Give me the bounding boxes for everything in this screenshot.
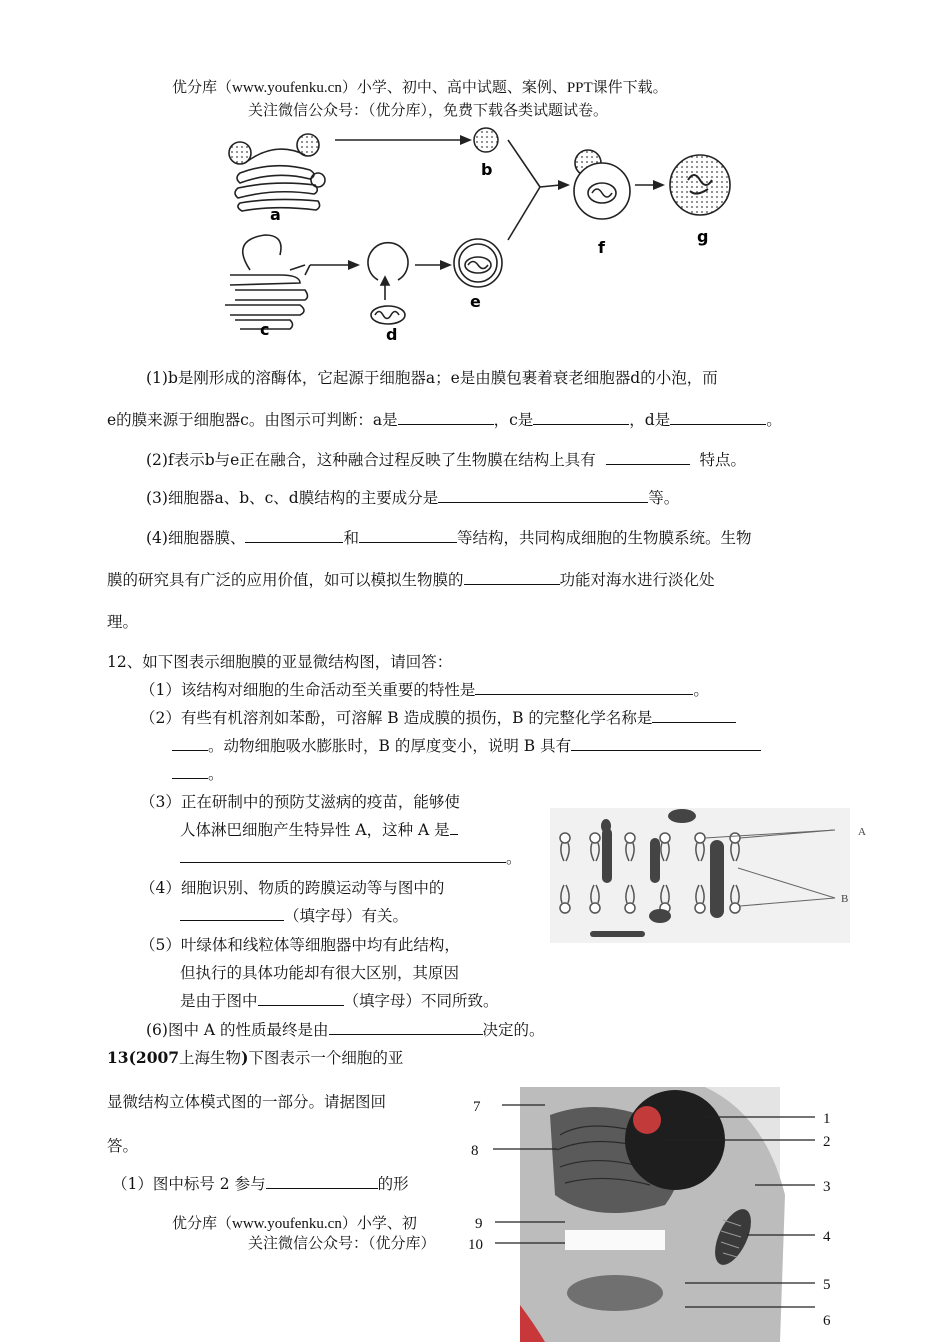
- answer-blank-membrane-1[interactable]: [245, 527, 343, 544]
- label-4: 4: [823, 1229, 831, 1245]
- answer-blank-c[interactable]: [533, 409, 629, 426]
- label-c: c: [260, 320, 270, 339]
- footer-line-2: 关注微信公众号：（优分库）: [248, 1236, 436, 1252]
- label-e: e: [470, 292, 481, 311]
- label-7: 7: [473, 1099, 481, 1115]
- answer-blank-membrane-function[interactable]: [464, 569, 560, 586]
- answer-blank-a-type-cont[interactable]: [180, 847, 506, 864]
- answer-blank-letter-recognition[interactable]: [180, 905, 284, 922]
- q11-part3: (3)细胞器a、b、c、d膜结构的主要成分是 等。: [146, 486, 679, 508]
- q11-part4-line2: 膜的研究具有广泛的应用价值，如可以模拟生物膜的 功能对海水进行淡化处: [107, 568, 715, 590]
- answer-blank-b-property-cont[interactable]: [172, 763, 208, 780]
- label-5: 5: [823, 1277, 831, 1293]
- label-3: 3: [823, 1179, 831, 1195]
- lysosome-diagram: [210, 125, 770, 350]
- label-1: 1: [823, 1111, 831, 1127]
- q13-line2: 显微结构立体模式图的一部分。请据图回: [107, 1093, 387, 1111]
- digesting-lysosome-g: [670, 155, 730, 215]
- q12-sub5-line1: （5）叶绿体和线粒体等细胞器中均有此结构，: [140, 936, 460, 954]
- answer-blank-label2-function[interactable]: [266, 1173, 378, 1190]
- fusion-vesicle-f: [574, 150, 630, 219]
- q12-sub1: （1）该结构对细胞的生命活动至关重要的特性是 。: [140, 678, 709, 700]
- lysosome-b: [474, 128, 498, 152]
- q11-part4-line3: 理。: [107, 613, 139, 631]
- q12-sub3-line3: 。: [180, 846, 522, 868]
- endoplasmic-reticulum-c: [225, 235, 310, 329]
- q12-title: 12、如下图表示细胞膜的亚显微结构图，请回答：: [107, 653, 453, 671]
- answer-blank-a-determinant[interactable]: [329, 1019, 483, 1036]
- label-g: g: [697, 227, 709, 246]
- label-B: B: [841, 893, 849, 905]
- header-line-2: 关注微信公众号：（优分库），免费下载各类试题试卷。: [248, 103, 609, 119]
- autophagosome-e: [454, 239, 502, 287]
- answer-blank-a-type[interactable]: [450, 819, 458, 836]
- q11-part1-line1: (1)b是刚形成的溶酶体，它起源于细胞器a；e是由膜包裹着衰老细胞器d的小泡，而: [146, 369, 718, 387]
- q13-line3: 答。: [107, 1137, 139, 1155]
- label-10: 10: [468, 1237, 483, 1253]
- cell-ultrastructure-diagram: [465, 1075, 850, 1342]
- golgi-apparatus-a: [229, 134, 325, 211]
- q12-sub5-line3: 是由于图中 （填字母）不同所致。: [180, 989, 499, 1011]
- answer-blank-d[interactable]: [670, 409, 766, 426]
- q12-sub3-line1: （3）正在研制中的预防艾滋病的疫苗，能够使: [140, 793, 460, 811]
- aging-organelle-d: [368, 243, 408, 324]
- header-line-1: 优分库（www.youfenku.cn）小学、初中、高中试题、案例、PPT课件下载。: [172, 80, 668, 96]
- q12-sub3-line2: 人体淋巴细胞产生特异性 A，这种 A 是: [180, 818, 458, 840]
- label-8: 8: [471, 1143, 479, 1159]
- answer-blank-structure-feature[interactable]: [606, 449, 690, 466]
- answer-blank-b-name[interactable]: [652, 707, 736, 724]
- q11-part1-line2: e的膜来源于细胞器c。由图示可判断：a是 ，c是 ，d是 。: [107, 408, 782, 430]
- q13-title: 13(2007上海生物)下图表示一个细胞的亚: [107, 1048, 404, 1067]
- q12-sub6: (6)图中 A 的性质最终是由 决定的。: [146, 1018, 545, 1040]
- label-A: A: [858, 826, 866, 838]
- label-b: b: [481, 160, 493, 179]
- label-2: 2: [823, 1134, 831, 1150]
- cell-membrane-diagram: [550, 808, 875, 943]
- label-d: d: [386, 325, 398, 344]
- answer-blank-a[interactable]: [398, 409, 494, 426]
- answer-blank-membrane-property[interactable]: [475, 679, 693, 696]
- q12-sub4-line1: （4）细胞识别、物质的跨膜运动等与图中的: [140, 879, 445, 897]
- label-a: a: [270, 205, 281, 224]
- label-f: f: [598, 238, 605, 257]
- label-9: 9: [475, 1216, 483, 1232]
- answer-blank-letter-difference[interactable]: [258, 990, 344, 1007]
- answer-blank-b-name-cont[interactable]: [172, 735, 208, 752]
- q12-sub2-line2: 。动物细胞吸水膨胀时，B 的厚度变小，说明 B 具有: [172, 734, 761, 756]
- q12-sub2-line1: （2）有些有机溶剂如苯酚，可溶解 B 造成膜的损伤，B 的完整化学名称是: [140, 706, 736, 728]
- q12-sub4-line2: （填字母）有关。: [180, 904, 408, 926]
- footer-line-1: 优分库（www.youfenku.cn）小学、初: [172, 1216, 417, 1232]
- q12-sub2-line3: 。: [172, 762, 224, 784]
- q11-part4-line1: (4)细胞器膜、 和 等结构，共同构成细胞的生物膜系统。生物: [146, 526, 752, 548]
- label-6: 6: [823, 1313, 831, 1329]
- q11-part2: (2)f表示b与e正在融合，这种融合过程反映了生物膜在结构上具有 特点。: [146, 448, 746, 470]
- q13-sub1: （1）图中标号 2 参与 的形: [112, 1172, 409, 1194]
- answer-blank-membrane-2[interactable]: [359, 527, 457, 544]
- q12-sub5-line2: 但执行的具体功能却有很大区别，其原因: [180, 964, 460, 982]
- answer-blank-membrane-components[interactable]: [438, 487, 648, 504]
- answer-blank-b-property[interactable]: [571, 735, 761, 752]
